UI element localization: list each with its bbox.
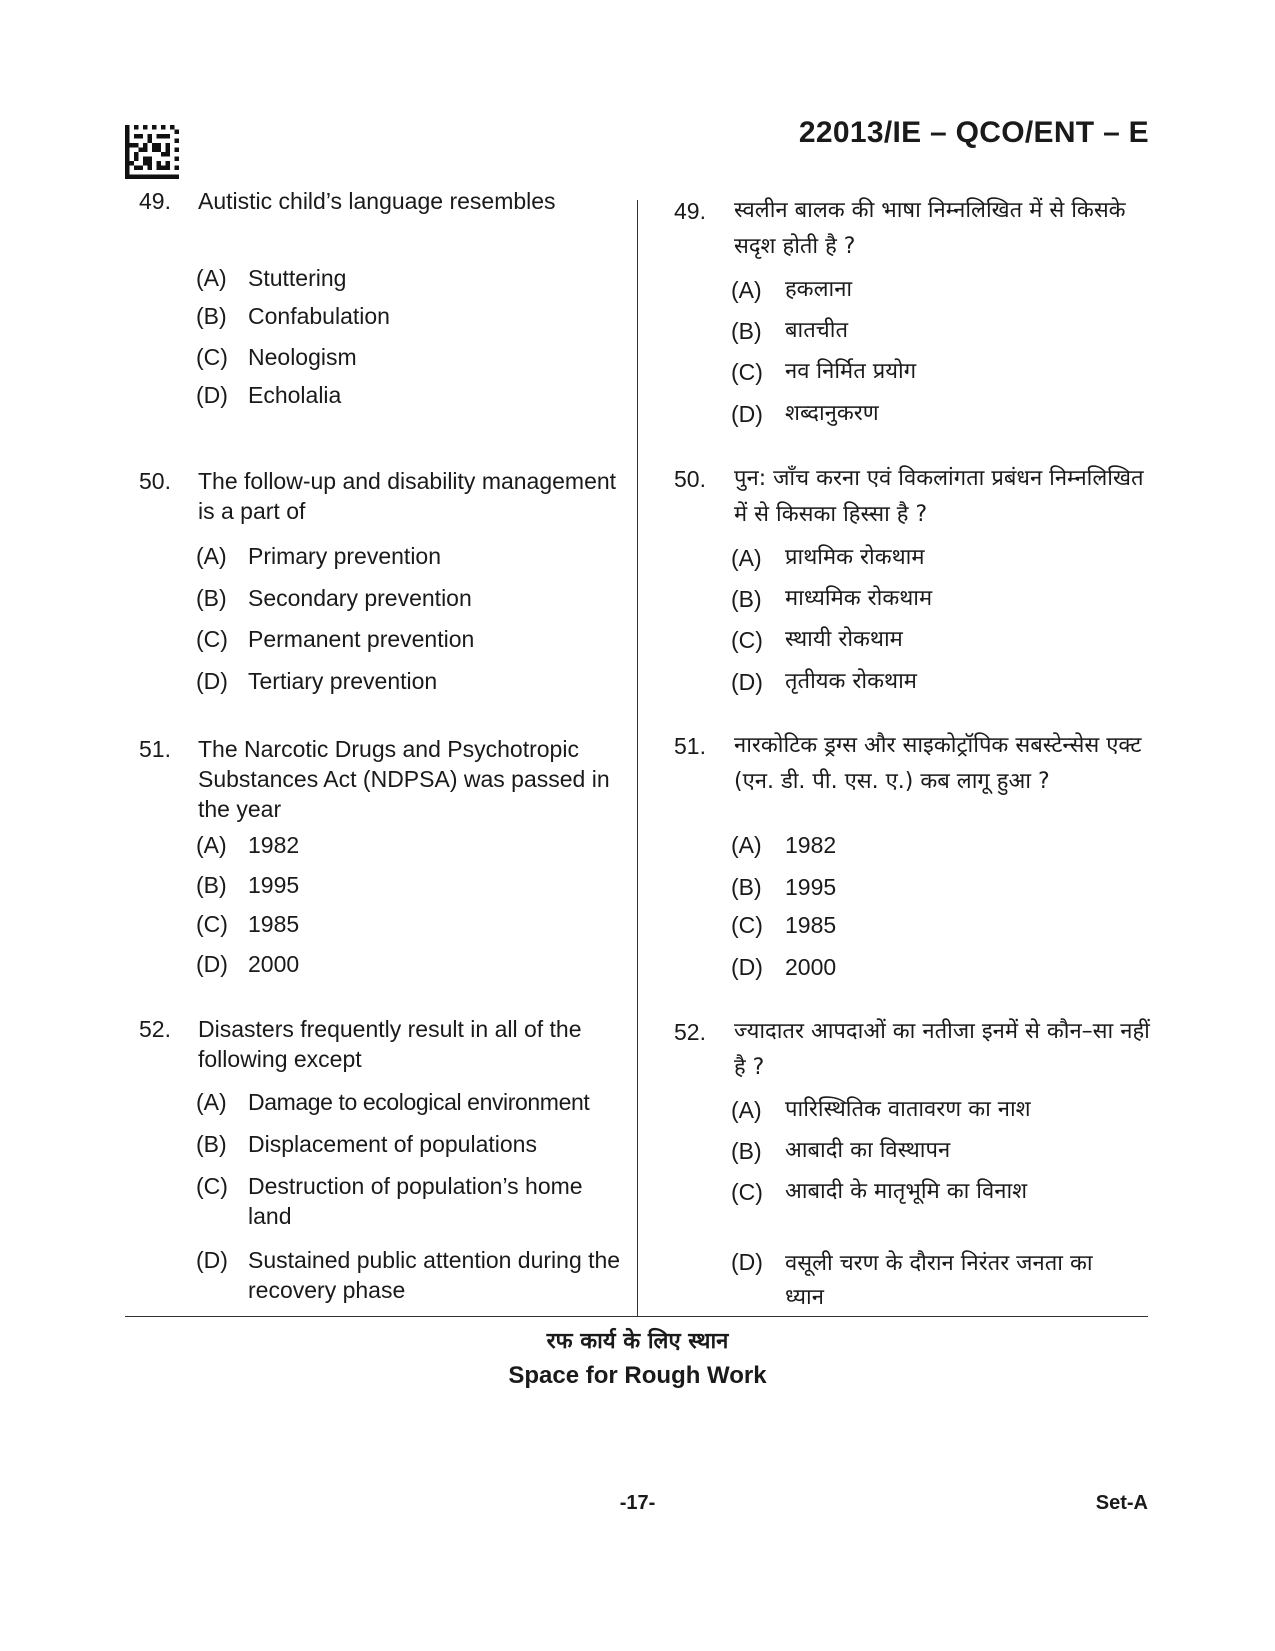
question-number: 50.	[139, 468, 171, 494]
option-text: Damage to ecological environment	[248, 1089, 590, 1115]
option-label: (C)	[196, 911, 228, 937]
option-text: 1982	[785, 832, 837, 858]
option-label: (B)	[196, 872, 227, 898]
option-text: Primary prevention	[248, 543, 442, 569]
question-number: 51.	[139, 736, 171, 762]
option-label: (D)	[731, 1249, 763, 1275]
option-text: वसूली चरण के दौरान निरंतर जनता का ध्यान	[785, 1251, 1093, 1310]
option-text: शब्दानुकरण	[785, 401, 879, 426]
question-number: 50.	[674, 466, 706, 492]
option-text: Tertiary prevention	[248, 668, 438, 694]
question-number: 51.	[674, 733, 706, 759]
question-number: 49.	[674, 198, 706, 224]
option-text: 2000	[785, 954, 837, 980]
option-label: (D)	[196, 382, 228, 408]
option-text: नव निर्मित प्रयोग	[785, 359, 917, 384]
column-divider	[637, 200, 638, 1317]
option-label: (C)	[196, 1173, 228, 1199]
option-label: (A)	[196, 832, 227, 858]
option-text: माध्यमिक रोकथाम	[785, 586, 933, 611]
option-text: हकलाना	[785, 277, 853, 302]
option-text: स्थायी रोकथाम	[785, 627, 903, 652]
option-text: पारिस्थितिक वातावरण का नाश	[785, 1097, 1031, 1122]
option-text: आबादी के मातृभूमि का विनाश	[785, 1179, 1028, 1204]
option-text: 1995	[785, 874, 837, 900]
question-text: ज्यादातर आपदाओं का नतीजा इनमें से कौन–सा नहीं है ?	[734, 1019, 1150, 1080]
option-text: Sustained public attention during the recovery phase	[248, 1247, 621, 1303]
option-text: Destruction of population’s home land	[248, 1173, 583, 1229]
qr-code-icon	[125, 125, 179, 179]
option-label: (C)	[731, 1179, 763, 1205]
option-text: 1985	[248, 911, 300, 937]
question-text: Disasters frequently result in all of the following except	[198, 1016, 582, 1072]
option-label: (B)	[196, 585, 227, 611]
option-label: (C)	[731, 359, 763, 385]
option-label: (D)	[196, 951, 228, 977]
question-number: 49.	[139, 188, 171, 214]
option-label: (B)	[731, 586, 762, 612]
option-label: (D)	[196, 1247, 228, 1273]
option-text: प्राथमिक रोकथाम	[785, 545, 925, 570]
option-text: आबादी का विस्थापन	[785, 1138, 951, 1163]
question-text: पुन: जाँच करना एवं विकलांगता प्रबंधन निम्नलिखित में से किसका हिस्सा है ?	[734, 466, 1144, 527]
option-label: (D)	[196, 668, 228, 694]
option-label: (C)	[196, 344, 228, 370]
option-text: 2000	[248, 951, 300, 977]
option-text: Displacement of populations	[248, 1131, 537, 1157]
rough-work-heading: Space for Rough Work	[508, 1362, 767, 1389]
section-divider	[125, 1316, 1148, 1317]
option-label: (C)	[196, 626, 228, 652]
option-text: 1985	[785, 912, 837, 938]
option-label: (A)	[196, 543, 227, 569]
option-label: (A)	[731, 832, 762, 858]
option-text: 1982	[248, 832, 300, 858]
option-text: तृतीयक रोकथाम	[785, 669, 917, 694]
option-text: Echolalia	[248, 382, 342, 408]
question-text: The follow-up and disability management is a part of	[198, 468, 617, 524]
question-text: The Narcotic Drugs and Psychotropic Substances Act (NDPSA) was passed in the year	[198, 736, 610, 822]
option-label: (B)	[731, 1138, 762, 1164]
option-label: (D)	[731, 669, 763, 695]
rough-work-heading-hindi: रफ कार्य के लिए स्थान	[546, 1329, 729, 1354]
option-text: Permanent prevention	[248, 626, 475, 652]
option-label: (A)	[196, 1089, 227, 1115]
option-label: (B)	[196, 1131, 227, 1157]
question-number: 52.	[674, 1019, 706, 1045]
option-label: (B)	[731, 874, 762, 900]
option-label: (C)	[731, 627, 763, 653]
option-text: Stuttering	[248, 265, 347, 291]
option-label: (A)	[196, 265, 227, 291]
paper-code: 22013/IE – QCO/ENT – E	[798, 116, 1149, 149]
question-text: नारकोटिक ड्रग्स और साइकोट्रॉपिक सबस्टेन्सेस एक्ट (एन. डी. पी. एस. ए.) कब लागू हुआ ?	[734, 733, 1142, 794]
option-text: 1995	[248, 872, 300, 898]
option-text: बातचीत	[785, 318, 849, 343]
option-label: (A)	[731, 1097, 762, 1123]
option-text: Secondary prevention	[248, 585, 472, 611]
option-text: Confabulation	[248, 303, 390, 329]
question-text: Autistic child’s language resembles	[198, 188, 556, 214]
option-label: (A)	[731, 277, 762, 303]
set-label: Set-A	[1095, 1492, 1148, 1514]
option-label: (A)	[731, 545, 762, 571]
question-number: 52.	[139, 1016, 171, 1042]
option-label: (C)	[731, 912, 763, 938]
option-text: Neologism	[248, 344, 357, 370]
option-label: (B)	[731, 318, 762, 344]
question-text: स्वलीन बालक की भाषा निम्नलिखित में से किसके सदृश होती है ?	[734, 198, 1126, 259]
option-label: (D)	[731, 954, 763, 980]
page-number: -17-	[619, 1492, 656, 1514]
option-label: (D)	[731, 401, 763, 427]
option-label: (B)	[196, 303, 227, 329]
